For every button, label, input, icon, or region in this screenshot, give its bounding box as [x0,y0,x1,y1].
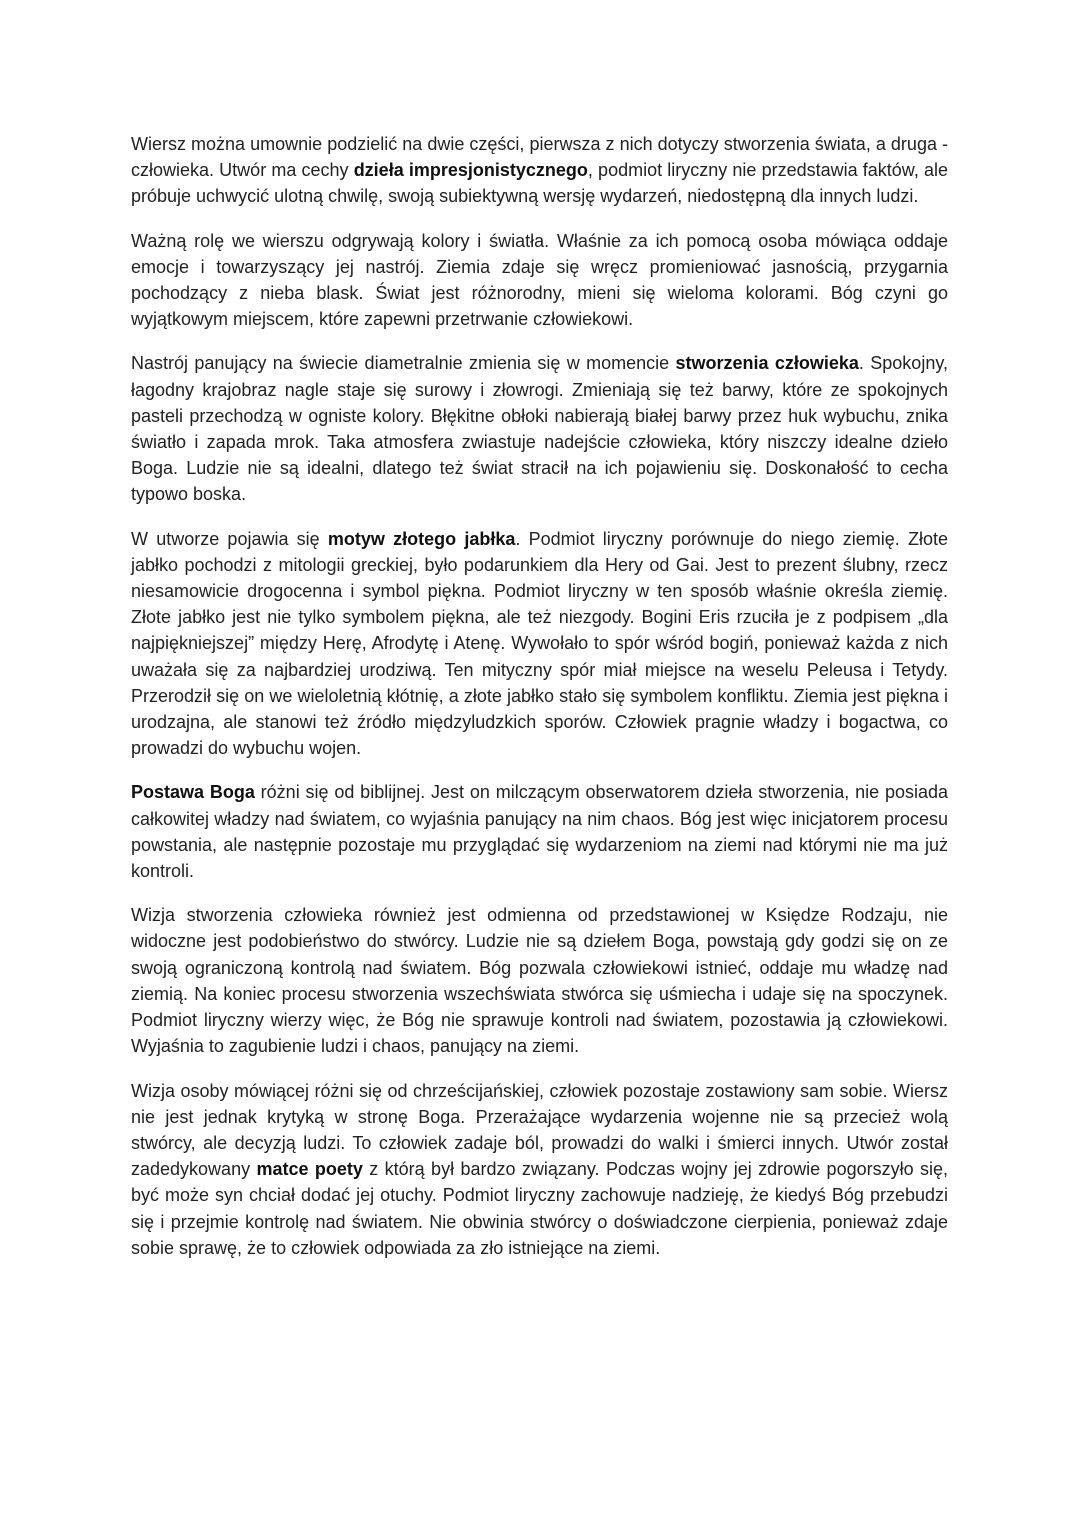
paragraph-1 [131,131,948,210]
bold-phrase: stworzenia człowieka [675,353,859,374]
text-segment: różni się od biblijnej. Jest on milczącym obserwatorem dzieła stworzenia, nie posiada całkowitej władzy nad światem, co wyjaśnia panujący na nim chaos. Bóg jest więc inicjatorem procesu powstania, ale następnie pozostaje mu przyglądać się wydarzeniom na ziemi nad którymi nie ma już kontroli. [131,782,948,882]
text-segment: Wiersz można umownie podzielić na dwie części, pierwsza z nich dotyczy stworzenia świata, a druga - człowieka. Utwór ma cechy [131,134,948,181]
text-segment: Wizja osoby mówiącej różni się od chrześcijańskiej, człowiek pozostaje zostawiony sam sobie. Wiersz nie jest jednak krytyką w stronę Boga. Przerażające wydarzenia wojenne nie są przecież wolą stwórcy, ale decyzją ludzi. To człowiek zadaje ból, prowadzi do walki i śmierci innych. Utwór został zadedykowany [131,1080,948,1180]
text-segment: W utworze pojawia się [131,528,328,549]
paragraph-3 [131,350,948,507]
paragraph-7 [131,1078,948,1261]
text-segment: Nastrój panujący na świecie diametralnie zmienia się w momencie [131,353,676,374]
bold-phrase: Postawa Boga [131,782,255,803]
bold-phrase: dzieła impresjonistycznego [353,160,588,181]
bold-phrase: motyw złotego jabłka [327,528,516,549]
paragraph-4 [131,526,948,762]
text-segment: , podmiot liryczny nie przedstawia faktów, ale próbuje uchwycić ulotną chwilę, swoją subiektywną wersję wydarzeń, niedostępną dla innych ludzi. [131,160,948,207]
text-segment: Ważną rolę we wierszu odgrywają kolory i światła. Właśnie za ich pomocą osoba mówiąca oddaje emocje i towarzyszący jej nastrój. Ziemia zdaje się wręcz promieniować jasnością, przygarnia pochodzący z nieba blask. Świat jest różnorodny, mieni się wieloma kolorami. Bóg czyni go wyjątkowym miejscem, które zapewni przetrwanie człowiekowi. [131,230,948,330]
bold-phrase: matce poety [256,1159,363,1180]
text-segment: z którą był bardzo związany. Podczas wojny jej zdrowie pogorszyło się, być może syn chciał dodać jej otuchy. Podmiot liryczny zachowuje nadzieję, że kiedyś Bóg przebudzi się i przejmie kontrolę nad światem. Nie obwinia stwórcy o doświadczone cierpienia, ponieważ zdaje sobie sprawę, że to człowiek odpowiada za zło istniejące na ziemi. [131,1159,948,1258]
document-page [131,131,948,1279]
text-segment: . Spokojny, łagodny krajobraz nagle staje się surowy i złowrogi. Zmieniają się też barwy, które ze spokojnych pasteli przechodzą w ogniste kolory. Błękitne obłoki nabierają białej barwy przez huk wybuchu, znika światło i zapada mrok. Taka atmosfera zwiastuje nadejście człowieka, który niszczy idealne dzieło Boga. Ludzie nie są idealni, dlatego też świat stracił na ich pojawieniu się. Doskonałość to cecha typowo boska. [131,353,948,505]
text-segment: Wizja stworzenia człowieka również jest odmienna od przedstawionej w Księdze Rodzaju, nie widoczne jest podobieństwo do stwórcy. Ludzie nie są dziełem Boga, powstają gdy godzi się on ze swoją ograniczoną kontrolą nad światem. Bóg pozwala człowiekowi istnieć, oddaje mu władzę nad ziemią. Na koniec procesu stworzenia wszechświata stwórca się uśmiecha i udaje się na spoczynek. Podmiot liryczny wierzy więc, że Bóg nie sprawuje kontroli nad światem, pozostawia ją człowiekowi. Wyjaśnia to zagubienie ludzi i chaos, panujący na ziemi. [131,905,948,1057]
text-segment: . Podmiot liryczny porównuje do niego ziemię. Złote jabłko pochodzi z mitologii greckiej, było podarunkiem dla Hery od Gai. Jest to prezent ślubny, rzecz niesamowicie drogocenna i symbol piękna. Podmiot liryczny w ten sposób właśnie określa ziemię. Złote jabłko jest nie tylko symbolem piękna, ale też niezgody. Bogini Eris rzuciła je z podpisem „dla najpiękniejszej” między Herę, Afrodytę i Atenę. Wywołało to spór wśród bogiń, ponieważ każda z nich uważała się za najbardziej urodziwą. Ten mityczny spór miał miejsce na weselu Peleusa i Tetydy. Przerodził się on we wieloletnią kłótnię, a złote jabłko stało się symbolem konfliktu. Ziemia jest piękna i urodzajna, ale stanowi też źródło międzyludzkich sporów. Człowiek pragnie władzy i bogactwa, co prowadzi do wybuchu wojen. [131,528,949,759]
paragraph-2 [131,228,948,333]
paragraph-6 [131,902,948,1059]
paragraph-5 [131,779,948,884]
